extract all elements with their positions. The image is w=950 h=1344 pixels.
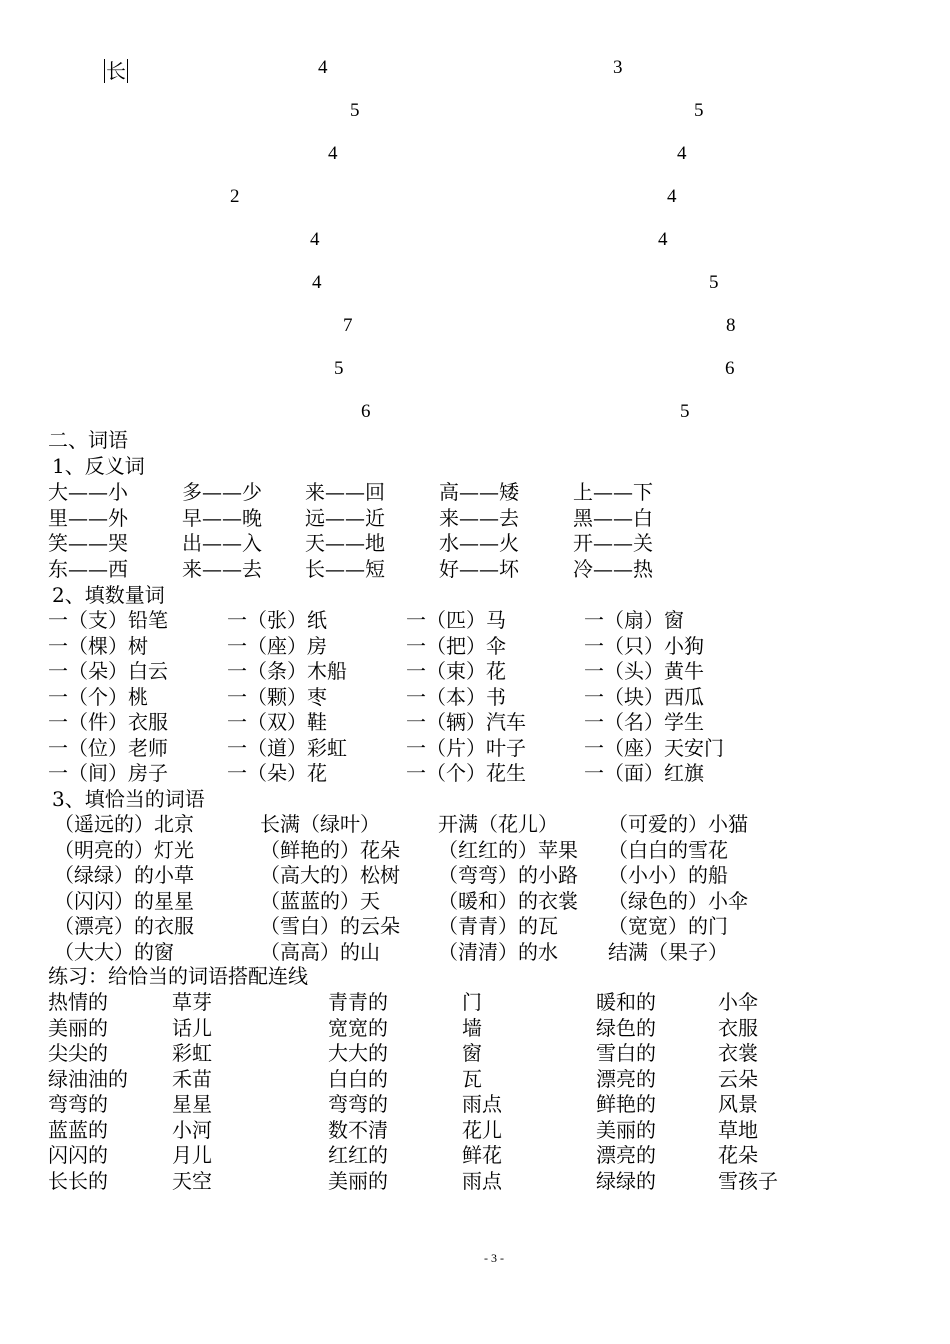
antonym-pair: 上——下 [573,480,653,504]
antonym-pair: 东——西 [48,556,128,581]
boxed-char: 长 [106,59,126,83]
measure-item: 一（条）木船 [227,659,347,683]
practice-word: 花朵 [718,1143,758,1167]
antonym-pair: 大——小 [48,480,128,504]
practice-word: 雪孩子 [718,1168,778,1193]
score-number: 5 [350,100,360,121]
practice-word: 漂亮的 [596,1066,656,1091]
antonyms-title: 1、反义词 [52,454,145,478]
fill-item: （宽宽）的门 [608,914,728,938]
practice-word: 雪白的 [596,1041,656,1065]
antonym-pair: 好——坏 [439,556,519,581]
practice-word: 雨点 [462,1092,502,1116]
antonym-pair: 笑——哭 [48,531,128,555]
measure-item: 一（片）叶子 [406,735,526,760]
fill-item: （清清）的水 [438,939,558,964]
score-number: 6 [725,358,735,379]
practice-word: 衣裳 [718,1041,758,1065]
practice-word: 美丽的 [596,1117,656,1142]
practice-word: 鲜艳的 [596,1092,656,1116]
measure-item: 一（匹）马 [406,608,506,632]
practice-word: 宽宽的 [328,1015,388,1040]
antonym-pair: 来——回 [305,480,385,504]
score-number: 4 [667,186,677,207]
measure-item: 一（颗）枣 [227,684,327,709]
practice-word: 热情的 [48,990,108,1014]
practice-word: 美丽的 [48,1015,108,1040]
practice-word: 草芽 [172,990,212,1014]
score-number: 5 [334,358,344,379]
fill-item: （雪白）的云朵 [260,914,400,938]
fill-item: （白白的雪花 [608,837,728,862]
antonym-pair: 高——矮 [439,480,519,504]
section-title: 二、词语 [48,428,128,452]
measure-item: 一（棵）树 [48,633,148,658]
practice-word: 月儿 [172,1143,212,1167]
practice-word: 花儿 [462,1117,502,1142]
antonym-pair: 来——去 [439,505,519,530]
fill-item: （小小）的船 [608,863,728,887]
antonym-pair: 黑——白 [573,505,653,530]
fill-item: （红红的）苹果 [438,837,578,862]
score-number: 4 [328,143,338,164]
practice-word: 星星 [172,1092,212,1116]
measure-item: 一（束）花 [406,659,506,683]
antonym-pair: 多——少 [182,480,262,504]
score-number: 7 [343,315,353,336]
practice-word: 衣服 [718,1015,758,1040]
score-number: 3 [613,57,623,78]
practice-word: 尖尖的 [48,1041,108,1065]
practice-word: 绿油油的 [48,1066,128,1091]
measure-item: 一（道）彩虹 [227,735,347,760]
practice-word: 红红的 [328,1143,388,1167]
measure-item: 一（朵）白云 [48,659,168,683]
practice-word: 青青的 [328,990,388,1014]
score-number: 4 [310,229,320,250]
antonym-pair: 出——入 [182,531,262,555]
measure-item: 一（只）小狗 [584,633,704,658]
measure-item: 一（名）学生 [584,710,704,734]
measure-item: 一（件）衣服 [48,710,168,734]
fill-item: （暖和）的衣裳 [438,888,578,913]
measure-item: 一（间）房子 [48,761,168,785]
practice-word: 美丽的 [328,1168,388,1193]
practice-word: 弯弯的 [48,1092,108,1116]
measure-words-title: 2、填数量词 [52,583,165,607]
measure-item: 一（双）鞋 [227,710,327,734]
fill-item: （鲜艳的）花朵 [260,837,400,862]
measure-item: 一（本）书 [406,684,506,709]
measure-item: 一（座）房 [227,633,327,658]
practice-word: 彩虹 [172,1041,212,1065]
fill-item: （大大）的窗 [54,939,174,964]
practice-word: 白白的 [328,1066,388,1091]
measure-item: 一（块）西瓜 [584,684,704,709]
practice-word: 禾苗 [172,1066,212,1091]
measure-item: 一（个）桃 [48,684,148,709]
measure-item: 一（把）伞 [406,633,506,658]
practice-word: 窗 [462,1041,482,1065]
practice-word: 长长的 [48,1168,108,1193]
practice-word: 瓦 [462,1066,482,1091]
measure-item: 一（个）花生 [406,761,526,785]
practice-word: 云朵 [718,1066,758,1091]
antonym-pair: 冷——热 [573,556,653,581]
fill-item: （可爱的）小猫 [608,812,748,836]
practice-word: 闪闪的 [48,1143,108,1167]
practice-word: 小伞 [718,990,758,1014]
fill-item: （弯弯）的小路 [438,863,578,887]
practice-word: 绿绿的 [596,1168,656,1193]
practice-word: 天空 [172,1168,212,1193]
measure-item: 一（位）老师 [48,735,168,760]
antonym-pair: 水——火 [439,531,519,555]
practice-word: 话儿 [172,1015,212,1040]
score-number: 4 [312,272,322,293]
practice-word: 雨点 [462,1168,502,1193]
measure-item: 一（支）铅笔 [48,608,168,632]
score-number: 4 [318,57,328,78]
fill-words-title: 3、填恰当的词语 [52,787,205,811]
fill-item: （高大的）松树 [260,863,400,887]
char-box [104,55,128,84]
fill-item: （漂亮）的衣服 [54,914,194,938]
antonym-pair: 天——地 [305,531,385,555]
practice-word: 风景 [718,1092,758,1116]
practice-word: 鲜花 [462,1143,502,1167]
antonym-pair: 里——外 [48,505,128,530]
fill-item: （遥远的）北京 [54,812,194,836]
antonym-pair: 长——短 [305,556,385,581]
measure-item: 一（张）纸 [227,608,327,632]
measure-item: 一（朵）花 [227,761,327,785]
measure-item: 一（扇）窗 [584,608,684,632]
score-number: 4 [658,229,668,250]
score-number: 5 [709,272,719,293]
practice-word: 漂亮的 [596,1143,656,1167]
practice-word: 数不清 [328,1117,388,1142]
practice-word: 绿色的 [596,1015,656,1040]
practice-word: 小河 [172,1117,212,1142]
antonym-pair: 来——去 [182,556,262,581]
fill-item: （高高）的山 [260,939,380,964]
practice-word: 大大的 [328,1041,388,1065]
fill-item: （青青）的瓦 [438,914,558,938]
measure-item: 一（头）黄牛 [584,659,704,683]
fill-item: 长满（绿叶） [260,812,380,836]
score-number: 4 [677,143,687,164]
practice-word: 草地 [718,1117,758,1142]
fill-item: （蓝蓝的）天 [260,888,380,913]
antonym-pair: 开——关 [573,531,653,555]
practice-word: 暖和的 [596,990,656,1014]
fill-item: （绿色的）小伞 [608,888,748,913]
fill-item: （闪闪）的星星 [54,888,194,913]
fill-item: （绿绿）的小草 [54,863,194,887]
measure-item: 一（面）红旗 [584,761,704,785]
fill-item: 结满（果子） [608,939,728,964]
practice-title: 练习：给恰当的词语搭配连线 [48,964,308,988]
antonym-pair: 早——晚 [182,505,262,530]
score-number: 6 [361,401,371,422]
practice-word: 墙 [462,1015,482,1040]
score-number: 5 [680,401,690,422]
practice-word: 弯弯的 [328,1092,388,1116]
practice-word: 蓝蓝的 [48,1117,108,1142]
measure-item: 一（辆）汽车 [406,710,526,734]
practice-word: 门 [462,990,482,1014]
fill-item: （明亮的）灯光 [54,837,194,862]
antonym-pair: 远——近 [305,505,385,530]
page-number: - 3 - [484,1251,504,1265]
fill-item: 开满（花儿） [438,812,558,836]
score-number: 8 [726,315,736,336]
measure-item: 一（座）天安门 [584,735,724,760]
score-number: 5 [694,100,704,121]
score-number: 2 [230,186,240,207]
